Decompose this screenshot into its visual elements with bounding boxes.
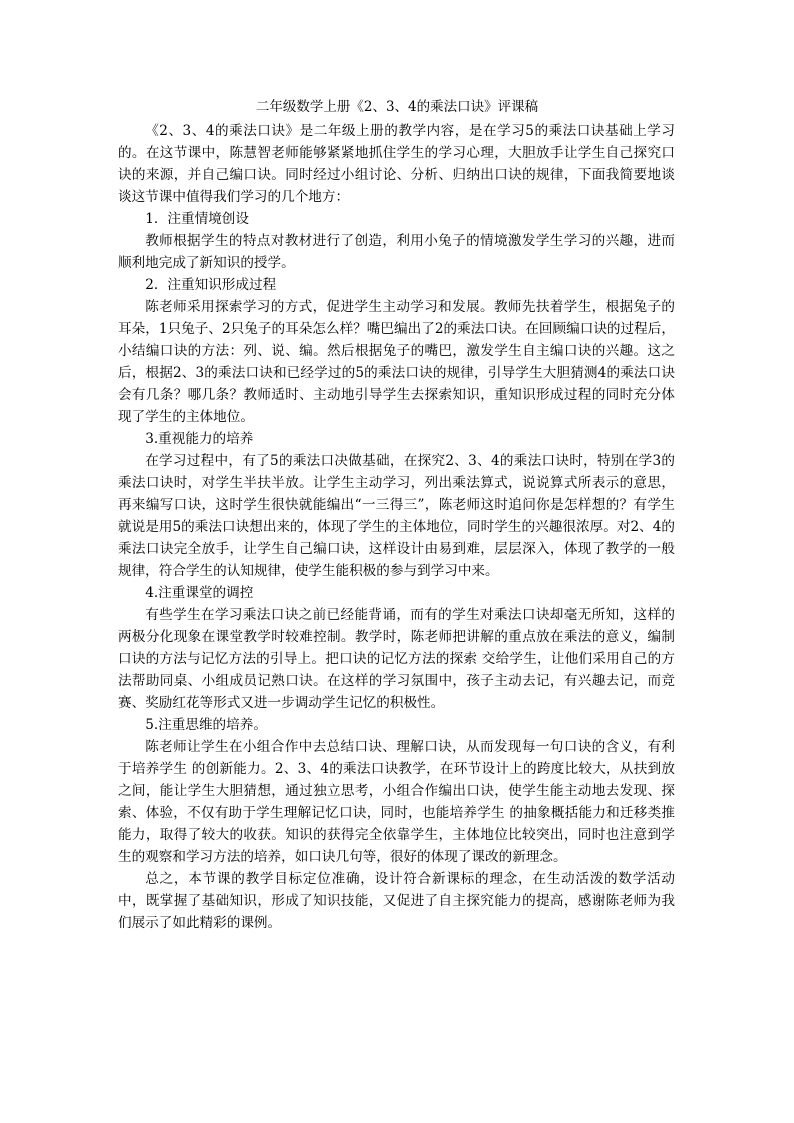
section-1-heading: 1．注重情境创设	[145, 211, 249, 227]
document-body	[118, 120, 675, 934]
section-3-body: 在学习过程中，有了5的乘法口决做基础，在探究2、3、4的乘法口诀时，特别在学3的乘法口诀时，对学生半扶半放。让学生主动学习，列出乘法算式，说说算式所表示的意思，再来编写口诀，这时学生很快就能编出“一三得三”，陈老师这时追问你是怎样想的？有学生就说是用5的乘法口诀想出来的，体现了学生的主体地位，同时学生的兴趣很浓厚。对2、4的乘法口诀完全放手，让学生自己编口诀，这样设计由易到难，层层深入，体现了教学的一般规律，符合学生的认知规律，使学生能积极的参与到学习中来。	[118, 453, 675, 579]
section-5-heading: 5.注重思维的培养。	[145, 717, 267, 733]
section-5-body: 陈老师让学生在小组合作中去总结口诀、理解口诀，从而发现每一句口诀的含义，有利于培养学生 的创新能力。2、3、4的乘法口诀教学，在环节设计上的跨度比较大，从扶到放之间，能让学生大胆猜想，通过独立思考，小组合作编出口诀，使学生能主动地去发现、探索、体验，不仅有助于学生理解记忆口诀，同时，也能培养学生 的抽象概括能力和迁移类推能力，取得了较大的收获。知识的获得完全依靠学生，主体地位比较突出，同时也注意到学生的观察和学习方法的培养，如口诀几句等，很好的体现了课改的新理念。	[118, 739, 675, 865]
section-2-heading: 2．注重知识形成过程	[145, 277, 277, 293]
section-2-body: 陈老师采用探索学习的方式，促进学生主动学习和发展。教师先扶着学生，根据兔子的耳朵，1只兔子、2只兔子的耳朵怎么样？嘴巴编出了2的乘法口诀。在回顾编口诀的过程后，小结编口诀的方法：列、说、编。然后根据兔子的嘴巴，激发学生自主编口诀的兴趣。这之后，根据2、3的乘法口诀和已经学过的5的乘法口诀的规律，引导学生大胆猜测4的乘法口诀会有几条？哪几条？教师适时、主动地引导学生去探索知识，重知识形成过程的同时充分体现了学生的主体地位。	[118, 299, 675, 425]
intro-paragraph: 《2、3、4的乘法口诀》是二年级上册的教学内容，是在学习5的乘法口诀基础上学习的。在这节课中，陈慧智老师能够紧紧地抓住学生的学习心理，大胆放手让学生自己探究口诀的来源，并自己编口诀。同时经过小组讨论、分析、归纳出口诀的规律，下面我简要地谈谈这节课中值得我们学习的几个地方：	[118, 123, 675, 205]
conclusion-paragraph: 总之，本节课的教学目标定位准确，设计符合新课标的理念，在生动活泼的数学活动中，既掌握了基础知识，形成了知识技能，又促进了自主探究能力的提高，感谢陈老师为我们展示了如此精彩的课例。	[118, 871, 675, 931]
section-1-body: 教师根据学生的特点对教材进行了创造，利用小兔子的情境激发学生学习的兴趣，进而顺利地完成了新知识的授学。	[118, 233, 675, 271]
section-3-heading: 3.重视能力的培养	[145, 431, 254, 447]
section-4-heading: 4.注重课堂的调控	[145, 585, 254, 601]
section-4-body: 有些学生在学习乘法口诀之前已经能背诵，而有的学生对乘法口诀却毫无所知，这样的两极分化现象在课堂教学时较难控制。教学时，陈老师把讲解的重点放在乘法的意义，编制口诀的方法与记忆方法的引导上。把口诀的记忆方法的探索 交给学生，让他们采用自己的方法帮助同桌、小组成员记熟口诀。在这样的学习氛围中，孩子主动去记，有兴趣去记，而竞赛、奖励红花等形式又进一步调动学生记忆的积极性。	[118, 607, 675, 711]
document-title: 二年级数学上册《2、3、4的乘法口诀》评课稿	[255, 99, 539, 115]
